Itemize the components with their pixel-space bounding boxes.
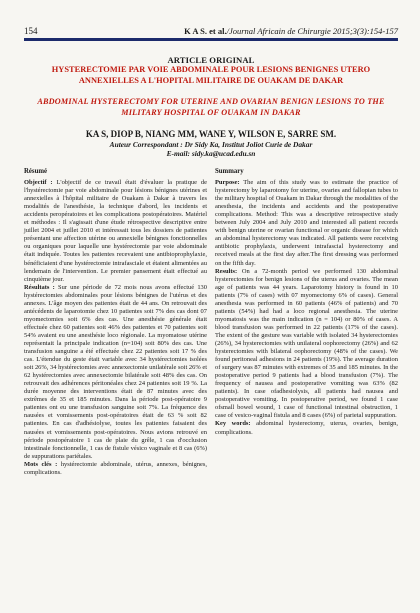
journal-citation: [184, 26, 398, 36]
mots-cles-label: Mots clés :: [24, 460, 58, 468]
article-type: ARTICLE ORIGINAL: [167, 55, 255, 65]
resume-mots-cles: [24, 461, 207, 477]
author-email: E-mail: sidy.ka@ucad.edu.sn: [166, 149, 256, 158]
corresponding-author: Auteur Correspondant : Dr Sidy Ka, Institut Joliot Curie de Dakar: [109, 140, 313, 149]
keywords-text: abdominal hysterectomy, uterus, ovaries, benign, complications.: [215, 420, 398, 436]
header-rule: [24, 38, 398, 41]
summary-column: [215, 168, 398, 477]
abstract-columns: [24, 168, 398, 477]
title-english: ABDOMINAL HYSTERECTOMY FOR UTERINE AND OVARIAN BENIGN LESIONS TO THE MILITARY HOSPITAL OF OUAKAM IN DAKAR: [37, 97, 385, 117]
purpose-label: Purpose:: [215, 179, 240, 187]
summary-heading: Summary: [215, 168, 244, 175]
mots-cles-text: hystérectomie abdominale, utérus, annexes, bénignes, complications.: [24, 460, 207, 476]
results-text: On a 72-month period we performed 130 abdominal hysterectomies for benign lesions of the uterus and ovaries. The mean age of patients was 44 years. Laparotomy history is found in 10 patients (7% of cases) with 07 myomectomy 6% of cases). General anesthesia was performed in 60 patients (46% of patients) and 70 patients (54%) had had a loco regional anesthesia. The uterine myomatosis was the main indication (n = 104) or 80% of cases. A blood transfusion was performed in 22 patients (17% of the cases). The extent of the gesture was variable with isolated 34 hysterectomies (26%), 34 hysterectomies with unilateral oophorectomy (26%) and 62 hysterectomies with bilateral oophorectomy (48% of the cases). We found peritoneal adhesions in 24 patients (19%). The average duration of surgery was 87 minutes with extremes of 35 and 185 minutes. In the postoperative period 9 patients had a blood transfusion (7%). The frequency of nausea and postoperative vomiting was 63% (82 patients). In case ofadhesiolysis, all patients had nausea and postoperative vomiting. In postoperative period, we found 1 case ofsmall bowel wound, 1 case of functional intestinal obstruction, 1 case of vesico-vaginal fistula and 8 cases (6%) of parietal suppuration.: [215, 267, 398, 420]
running-head-authors: K A S. et al.: [184, 26, 227, 36]
summary-keywords: [215, 420, 398, 436]
summary-purpose: [215, 179, 398, 268]
resultats-label: Résultats :: [24, 283, 55, 291]
author-list: KA S, DIOP B, NIANG MM, WANE Y, WILSON E, SARRE SM.: [85, 129, 337, 139]
resume-objectif: [24, 179, 207, 284]
title-french: HYSTERECTOMIE PAR VOIE ABDOMINALE POUR LESIONS BENIGNES UTERO ANNEXIELLES A L'HOPITAL MILITAIRE DE OUAKAM DE DAKAR: [51, 65, 371, 85]
purpose-text: The aim of this study was to estimate the practice of hysterectomy by laparotomy for uterine, ovaries and fallopian tubes to the military hospital of Ouakam in Dakar through the modalities of the anesthesia, the incidents and accidents and the postoperative complications. Method: This was a descriptive retrospective study between July 2004 and July 2010 and interested all patient records with benign uterine or ovarian functional or organic disease for which an abdominal hysterectomy was indicated. All patients were receiving antibiotic prophylaxis, underwent intrafascial hysterectomy and received meals at the first day after.The first dressing was performed on the fifth day.: [215, 179, 398, 267]
resume-resultats: [24, 284, 207, 461]
objectif-text: L'objectif de ce travail était d'évaluer la pratique de l'hystérectomie par voie abdominale pour lésions bénignes utérines et annexielles à l'hôpital militaire de Ouakam à Dakar à travers les modalités de l'anesthésie, la technique d'abord, les incidents et accidents peropératoires et les complications postopératoires. Matériel et méthodes : Il s'agissait d'une étude rétrospective descriptive entre juillet 2004 et juillet 2010 et intéressait tous les dossiers de patientes présentant une affection utérine ou annexielle bénignes fonctionnelles ou organiques pour laquelle une hystérectomie par voie abdominale était indiquée. Toutes les patientes recevaient une antibioprophylaxie, bénéficiaient d'une hystérectomie intrafasciale et étaient alimentées au lendemain de l'intervention. Le premier pansement était effectué au cinquième jour.: [24, 179, 208, 283]
running-head-journal: /Journal Africain de Chirurgie 2015;3(3):154-157: [226, 26, 398, 36]
page-number: 154: [24, 26, 38, 36]
keywords-label: Key words:: [215, 420, 251, 428]
results-label: Results:: [215, 267, 238, 275]
resume-heading: Résumé: [24, 168, 48, 175]
resultats-text: Sur une période de 72 mois nous avons effectué 130 hystérectomies abdominales pour lésions bénignes de l'utérus et des annexes. L'âge moyen des patientes était de 44 ans. On retrouvait des antécédents de laparotomie chez 10 patientes soit 7% des cas dont 07 myomectomies soit 6% des cas. Une anesthésie générale était effectuée chez 60 patientes soit 46% des patientes et 70 patientes soit 54% avaient eu une anesthésie loco régionale. La myomatose utérine représentait la principale indication (n=104) soit 80% des cas. Une transfusion sanguine a été effectuée chez 22 patientes soit 17 % des cas. L'étendue du geste était variable avec 34 hystérectomies isolées soit 26%, 34 hystérectomies avec annexectomie unilatérale soit 26% et 62 hystérectomies avec annexectomie bilatérale soit 48% des cas. On retrouvait des adhérences péritonéales chez 24 patientes soit 19 %. La durée moyenne des interventions était de 87 minutes avec des extrêmes de 35 et 185 minutes. Dans la période post-opératoire 9 patientes ont eu une transfusion sanguine soit 7%. La fréquence des nausées et vomissements post-opératoires était de 63 % soit 82 patientes. En cas d'adhésiolyse, toutes les patientes faisaient des nausées et vomissements post-opératoires. Nous avions retrouvé en période postopératoire 1 cas de plaie du grêle, 1 cas d'occlusion intestinale fonctionnelle, 1 cas de fistule vésico vaginale et 8 cas (6%) de suppurations pariétales.: [24, 283, 207, 460]
summary-results: [215, 268, 398, 421]
objectif-label: Objectif :: [24, 179, 53, 187]
running-header: [24, 0, 398, 36]
resume-column: [24, 168, 207, 477]
